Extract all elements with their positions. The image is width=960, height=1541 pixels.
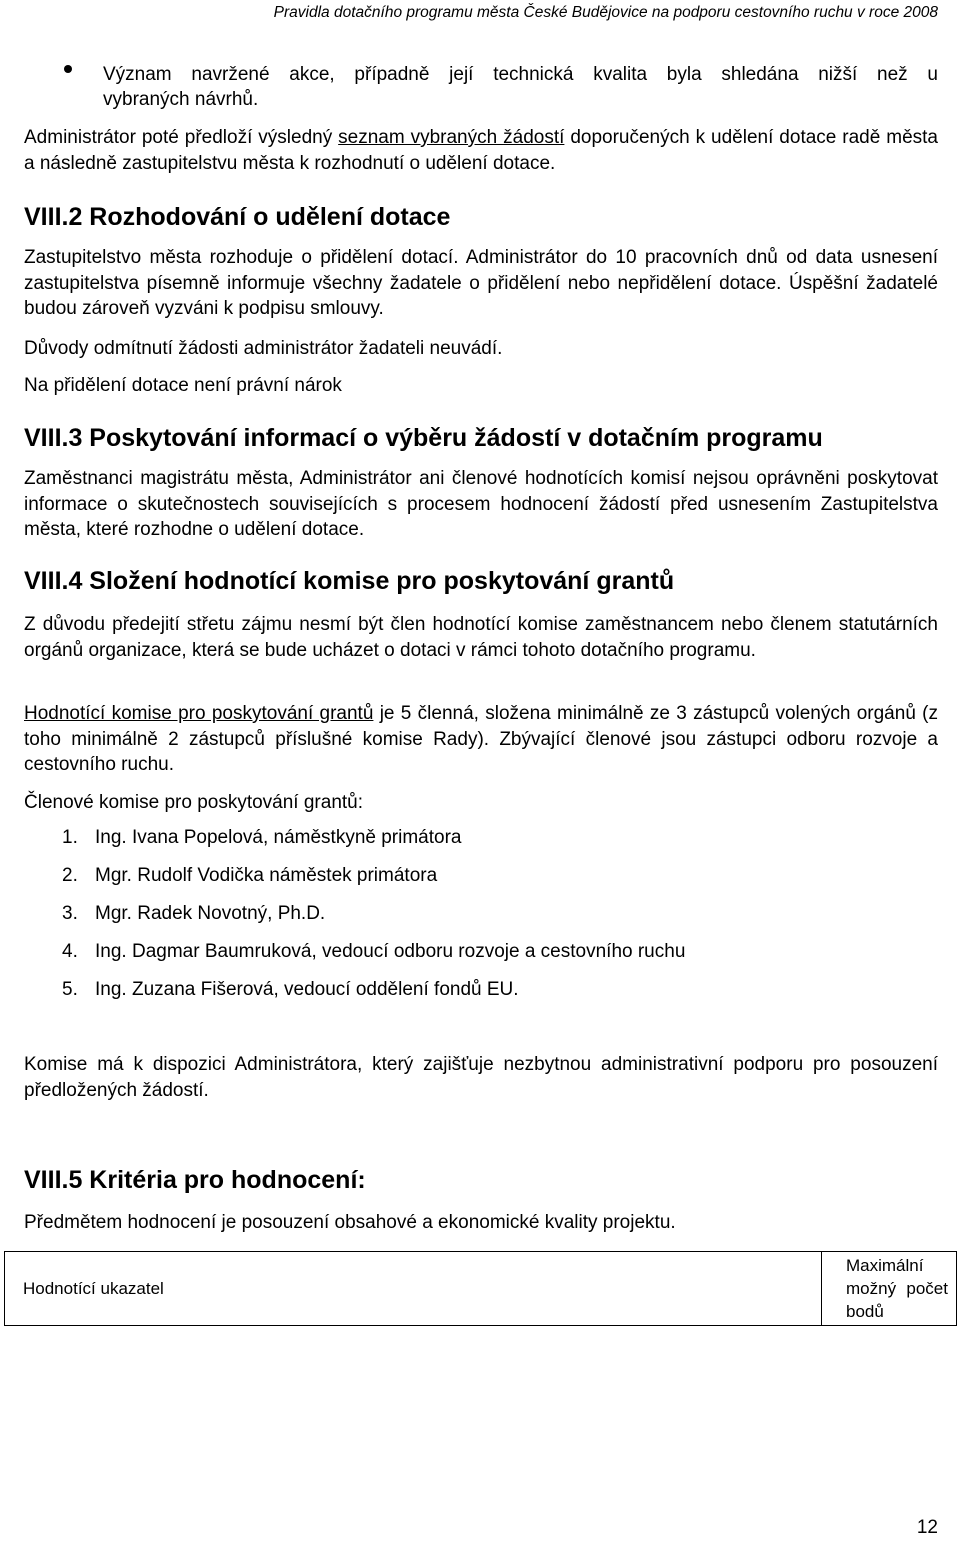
section-8-4-paragraph-2 (24, 701, 938, 778)
section-8-2-paragraph: Zastupitelstvo města rozhoduje o přidělení dotací. Administrátor do 10 pracovních dnů od data usnesení zastupitelstva písemně informuje všechny žadatele o přidělení nebo nepřidělení dotace. Úspěšní žadatelé budou zároveň vyzváni k podpisu smlouvy. (24, 247, 938, 319)
section-heading-8-4: VIII.4 Složení hodnotící komise pro poskytování grantů (24, 567, 675, 595)
criteria-table (4, 1251, 957, 1326)
member-item: Ing. Dagmar Baumruková, vedoucí odboru rozvoje a cestovního ruchu (95, 941, 686, 962)
table-header-indicator: Hodnotící ukazatel (5, 1252, 822, 1326)
admin-text-pre: Administrátor poté předloží výsledný (24, 127, 339, 148)
members-label: Členové komise pro poskytování grantů: (24, 792, 364, 813)
admin-text-underlined: seznam vybraných žádostí (338, 127, 565, 148)
table-header-max-points: Maximální možný počet bodů (822, 1252, 957, 1326)
page-number: 12 (916, 1517, 938, 1538)
section-8-2-refusal-note: Důvody odmítnutí žádosti administrátor žadateli neuvádí. (24, 338, 503, 359)
section-heading-8-2: VIII.2 Rozhodování o udělení dotace (24, 203, 451, 231)
section-heading-8-3: VIII.3 Poskytování informací o výběru žádostí v dotačním programu (24, 424, 823, 452)
table-row (5, 1252, 957, 1326)
committee-description: je 5 členná, složena minimálně ze 3 zástupců volených orgánů (z toho minimálně 2 zástupců příslušné komise Rady). Zbývající členové jsou zástupci odboru rozvoje a cestovního ruchu. (24, 703, 939, 775)
section-8-3-paragraph: Zaměstnanci magistrátu města, Administrátor ani členové hodnotících komisí nejsou oprávněni poskytovat informace o skutečnostech souvisejících s procesem hodnocení žádostí před usnesením Zastupitelstva města, které rozhodne o udělení dotace. (24, 468, 938, 540)
member-number: 4. (62, 941, 78, 962)
bullet-icon (64, 65, 72, 73)
section-8-4-paragraph-1: Z důvodu předejití střetu zájmu nesmí být člen hodnotící komise zaměstnancem nebo členem statutárních orgánů organizace, která se bude ucházet o dotaci v rámci tohoto dotačního programu. (24, 614, 938, 661)
admin-text-post: doporučených k udělení dotace radě města a následně zastupitelstvu města k rozhodnutí o udělení dotace. (24, 127, 938, 174)
section-heading-8-5: VIII.5 Kritéria pro hodnocení: (24, 1166, 366, 1194)
bullet-text (103, 62, 938, 112)
member-number: 1. (62, 827, 78, 848)
page-header: Pravidla dotačního programu města České Budějovice na podporu cestovního ruchu v roce 2008 (273, 4, 938, 21)
committee-name-underlined: Hodnotící komise pro poskytování grantů (24, 703, 374, 724)
bullet-line-1: Význam navržené akce, případně její technická kvalita byla shledána nižší než u (103, 64, 938, 85)
bullet-line-2: vybraných návrhů. (103, 89, 259, 110)
admin-paragraph (24, 125, 938, 176)
member-item: Mgr. Rudolf Vodička náměstek primátora (95, 865, 438, 886)
member-number: 3. (62, 903, 78, 924)
section-8-5-paragraph: Předmětem hodnocení je posouzení obsahové a ekonomické kvality projektu. (24, 1212, 676, 1233)
member-item: Mgr. Radek Novotný, Ph.D. (95, 903, 326, 924)
member-item: Ing. Zuzana Fišerová, vedoucí oddělení fondů EU. (95, 979, 519, 1000)
section-8-2-legal-note: Na přidělení dotace není právní nárok (24, 375, 342, 396)
member-number: 5. (62, 979, 78, 1000)
section-8-4-paragraph-3: Komise má k dispozici Administrátora, který zajišťuje nezbytnou administrativní podporu pro posouzení předložených žádostí. (24, 1054, 938, 1101)
member-item: Ing. Ivana Popelová, náměstkyně primátora (95, 827, 462, 848)
member-number: 2. (62, 865, 78, 886)
